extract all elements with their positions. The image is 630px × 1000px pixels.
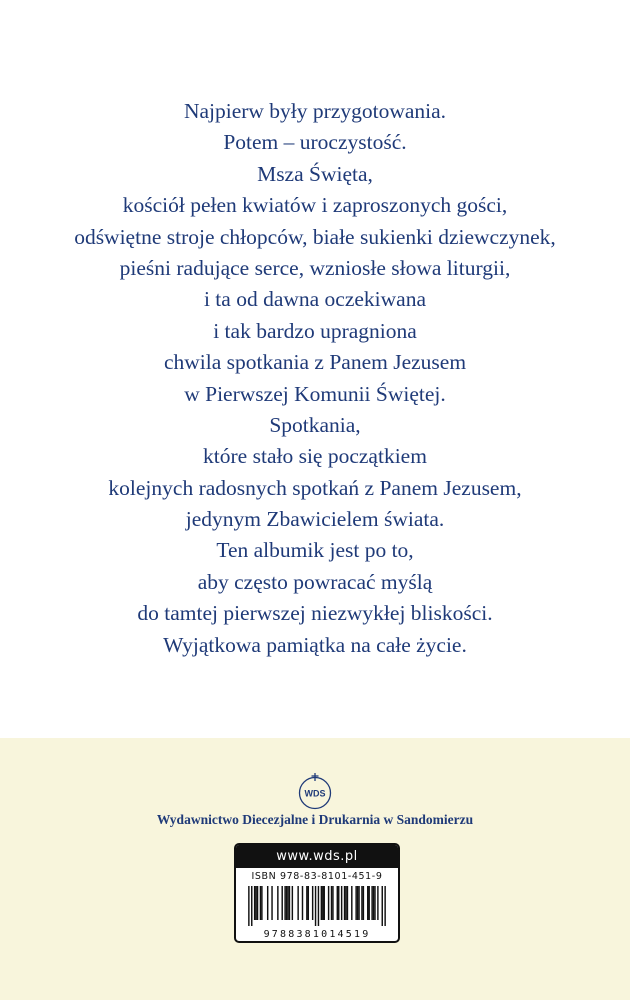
poem-line: kościół pełen kwiatów i zaproszonych gości,	[122, 193, 508, 218]
barcode-bar	[377, 886, 378, 920]
barcode-bars	[242, 886, 392, 926]
barcode-bar	[281, 886, 282, 920]
website-label: www.wds.pl	[236, 845, 398, 868]
barcode-bar	[261, 886, 262, 920]
publisher-name: Wydawnictwo Diecezjalne i Drukarnia w Sandomierzu	[156, 812, 474, 827]
poem-line: Potem – uroczystość.	[223, 130, 407, 155]
barcode-bar	[255, 886, 256, 920]
barcode-bar	[368, 886, 369, 920]
barcode-bar	[251, 886, 252, 926]
barcode-bar	[308, 886, 309, 920]
poem-line: pieśni radujące serce, wzniosłe słowa liturgii,	[119, 255, 511, 280]
barcode-bar	[312, 886, 313, 920]
barcode-bar	[267, 886, 268, 920]
barcode-bar	[363, 886, 364, 920]
logo-text: WDS	[304, 788, 326, 799]
barcode-bar	[332, 886, 333, 920]
barcode-bar	[347, 886, 348, 920]
barcode-digits: 9788381014519	[242, 929, 392, 941]
poem-line: Msza Święta,	[257, 161, 373, 186]
poem-line: kolejnych radosnych spotkań z Panem Jezusem,	[108, 475, 522, 500]
barcode-bar	[297, 886, 298, 920]
poem-line: odświętne stroje chłopców, białe sukienki dziewczynek,	[74, 224, 556, 249]
publisher-logo-icon	[295, 772, 335, 810]
barcode-bar	[315, 886, 316, 926]
barcode-bar	[277, 886, 278, 920]
barcode-bar	[371, 886, 372, 920]
barcode-bar	[322, 886, 323, 920]
barcode-bar	[374, 886, 375, 920]
barcode-bar	[331, 886, 332, 920]
poem-line: do tamtej pierwszej niezwykłej bliskości.	[137, 601, 493, 626]
barcode-bar	[357, 886, 358, 920]
barcode-bar	[248, 886, 249, 926]
barcode-bar	[345, 886, 346, 920]
barcode-bar	[321, 886, 322, 920]
barcode-bar	[286, 886, 287, 920]
poem-line: Spotkania,	[269, 412, 361, 437]
barcode-bar	[271, 886, 272, 920]
barcode-bar	[367, 886, 368, 920]
poem-line: Najpierw były przygotowania.	[183, 99, 447, 123]
barcode-bar	[324, 886, 325, 920]
barcode-bar	[257, 886, 258, 920]
poem-line: i tak bardzo upragniona	[213, 318, 417, 343]
barcode-bar	[289, 886, 290, 920]
poem-text	[0, 96, 630, 661]
barcode-bar	[254, 886, 255, 920]
barcode-bar	[382, 886, 383, 926]
barcode-bar	[302, 886, 303, 920]
barcode-bar	[260, 886, 261, 920]
barcode-block	[234, 843, 400, 943]
poem-line: w Pierwszej Komunii Świętej.	[184, 381, 446, 406]
poem-line: i ta od dawna oczekiwana	[203, 287, 427, 312]
barcode-bar	[318, 886, 319, 926]
barcode-bar	[361, 886, 362, 920]
barcode-bar	[351, 886, 352, 920]
barcode-bar	[284, 886, 285, 920]
isbn-label: ISBN 978-83-8101-451-9	[251, 871, 383, 882]
barcode-bar	[287, 886, 288, 920]
poem-line: Wyjątkowa pamiątka na całe życie.	[163, 632, 467, 657]
poem-line: jedynym Zbawicielem świata.	[185, 507, 445, 532]
barcode-bar	[344, 886, 345, 920]
barcode-bar	[292, 886, 293, 920]
barcode-bar	[341, 886, 342, 920]
barcode-bar	[358, 886, 359, 920]
poem-line: aby często powracać myślą	[197, 569, 433, 594]
barcode-bar	[373, 886, 374, 920]
poem-line: Ten albumik jest po to,	[216, 538, 414, 563]
barcode-bar	[338, 886, 339, 920]
barcode-bar	[337, 886, 338, 920]
poem-line: chwila spotkania z Panem Jezusem	[163, 350, 467, 375]
poem-line: które stało się początkiem	[203, 444, 427, 469]
barcode-bar	[328, 886, 329, 920]
barcode-bar	[355, 886, 356, 920]
barcode-bar	[306, 886, 307, 920]
barcode-bar	[384, 886, 385, 926]
